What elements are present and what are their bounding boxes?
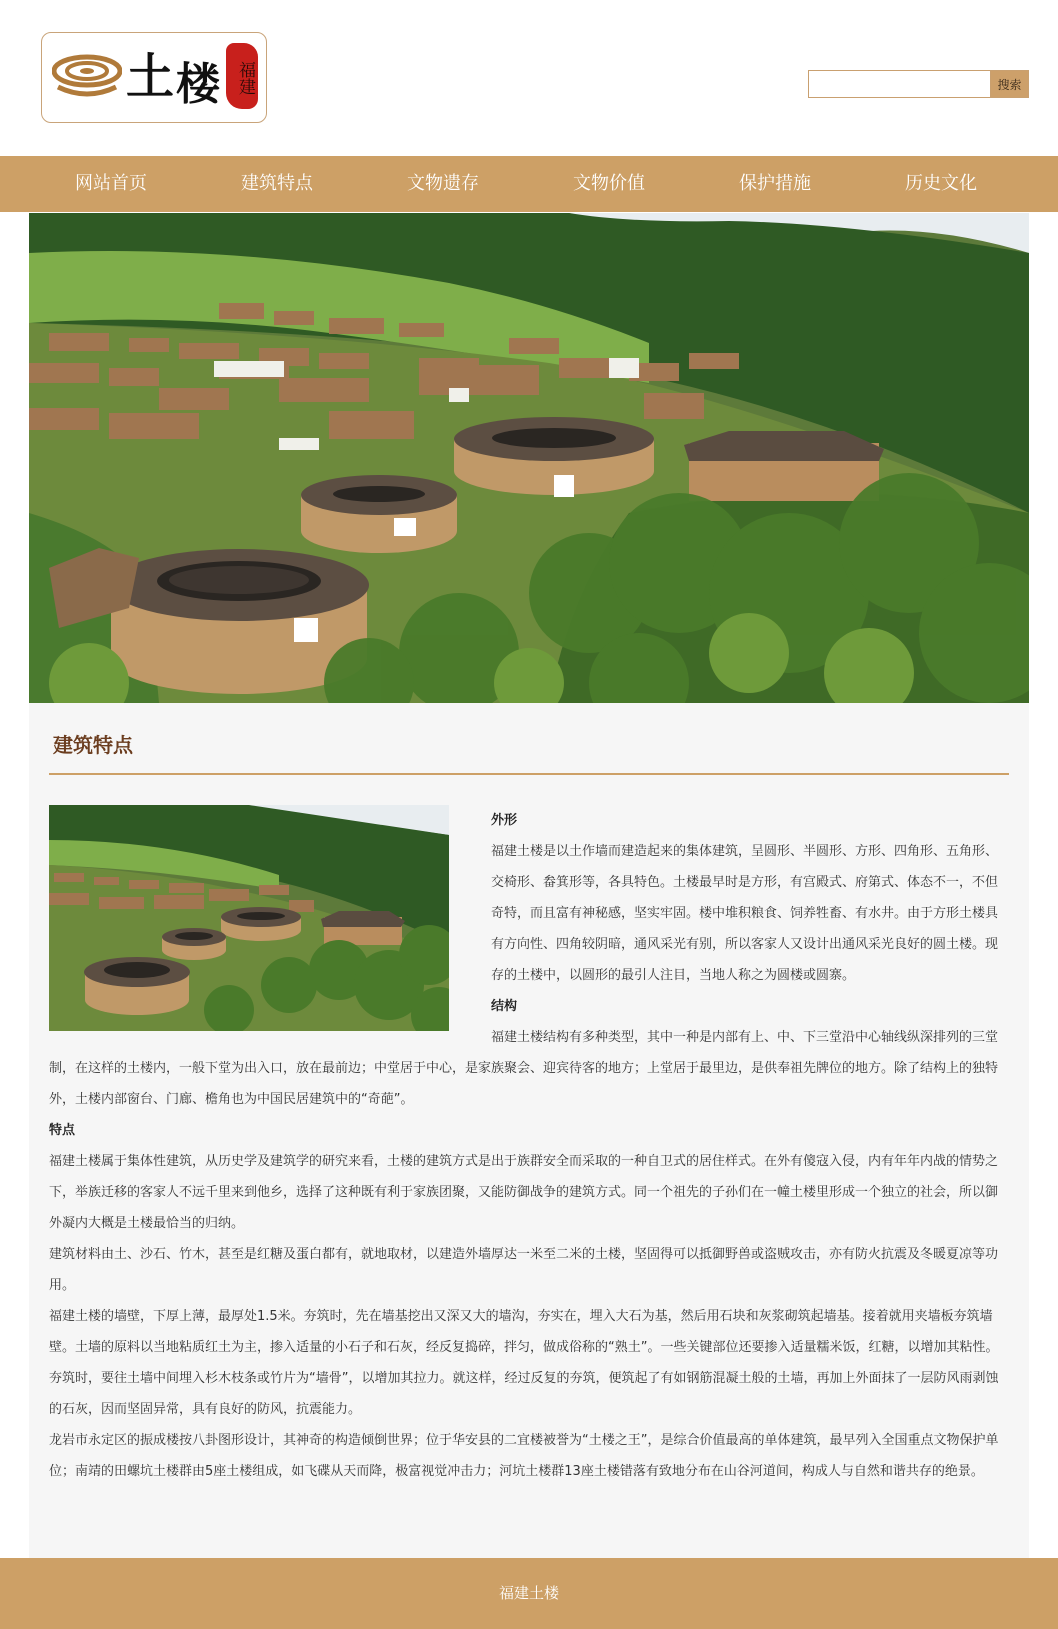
nav-item-protection[interactable]: 保护措施	[739, 173, 811, 194]
nav-item-home[interactable]: 网站首页	[75, 173, 147, 194]
section-title: 建筑特点	[53, 733, 133, 757]
logo-char-1: 土	[126, 49, 175, 105]
search-bar	[808, 70, 1029, 98]
logo-char-2: 楼	[176, 59, 220, 110]
site-logo[interactable]	[41, 32, 267, 123]
paragraph-features-2: 建筑材料由土、沙石、竹木，甚至是红糖及蛋白都有，就地取材，以建造外墙厚达一米至二米的土楼，坚固得可以抵御野兽或盗贼攻击，亦有防火抗震及冬暖夏凉等功用。	[49, 1247, 999, 1293]
nav-item-value[interactable]: 文物价值	[573, 173, 645, 194]
heading-features: 特点	[49, 1123, 76, 1138]
paragraph-features-3: 福建土楼的墙壁，下厚上薄，最厚处1.5米。夯筑时，先在墙基挖出又深又大的墙沟，夯实在，埋入大石为基，然后用石块和灰浆砌筑起墙基。接着就用夹墙板夯筑墙壁。土墙的原料以当地粘质红土为主，掺入适量的小石子和石灰，经反复捣碎，拌匀，做成俗称的“熟土”。一些关键部位还要掺入适量糯米饭，红糖，以增加其粘性。夯筑时，要往土墙中间埋入杉木枝条或竹片为“墙骨”，以增加其拉力。就这样，经过反复的夯筑，便筑起了有如钢筋混凝土般的土墙，再加上外面抹了一层防风雨剥蚀的石灰，因而坚固异常，具有良好的防风，抗震能力。	[49, 1309, 999, 1417]
main-nav	[0, 156, 1058, 212]
search-button[interactable]: 搜索	[990, 70, 1029, 98]
logo-disc-icon	[52, 51, 122, 103]
section-divider	[49, 773, 1009, 775]
article-text	[49, 805, 1009, 1487]
heading-structure: 结构	[491, 999, 518, 1014]
paragraph-shape: 福建土楼是以土作墙而建造起来的集体建筑，呈圆形、半圆形、方形、四角形、五角形、交椅形、畚箕形等，各具特色。土楼最早时是方形，有宫殿式、府第式、体态不一，不但奇特，而且富有神秘感，坚实牢固。楼中堆积粮食、饲养牲畜、有水井。由于方形土楼具有方向性、四角较阴暗，通风采光有别，所以客家人又设计出通风采光良好的圆土楼。现存的土楼中，以圆形的最引人注目，当地人称之为圆楼或圆寨。	[491, 844, 999, 983]
paragraph-features-4: 龙岩市永定区的振成楼按八卦图形设计，其神奇的构造倾倒世界；位于华安县的二宜楼被誉为“土楼之王”，是综合价值最高的单体建筑，最早列入全国重点文物保护单位；南靖的田螺坑土楼群由5座土楼组成，如飞碟从天而降，极富视觉冲击力；河坑土楼群13座土楼错落有致地分布在山谷河道间，构成人与自然和谐共存的绝景。	[49, 1433, 999, 1479]
nav-item-history[interactable]: 历史文化	[905, 173, 977, 194]
nav-item-relics[interactable]: 文物遗存	[407, 173, 479, 194]
paragraph-features-1: 福建土楼属于集体性建筑，从历史学及建筑学的研究来看，土楼的建筑方式是出于族群安全而采取的一种自卫式的居住样式。在外有傻寇入侵，内有年年内战的情势之下，举族迁移的客家人不远千里来到他乡，选择了这种既有利于家族团聚，又能防御战争的建筑方式。同一个祖先的子孙们在一幢土楼里形成一个独立的社会，所以御外凝内大概是土楼最恰当的归纳。	[49, 1154, 999, 1231]
heading-shape: 外形	[491, 813, 518, 828]
nav-item-architecture[interactable]: 建筑特点	[241, 173, 313, 194]
content-section	[29, 703, 1029, 1558]
paragraph-structure: 福建土楼结构有多种类型，其中一种是内部有上、中、下三堂沿中心轴线纵深排列的三堂制，在这样的土楼内，一般下堂为出入口，放在最前边；中堂居于中心，是家族聚会、迎宾待客的地方；上堂居于最里边，是供奉祖先牌位的地方。除了结构上的独特外，土楼内部窗台、门廊、檐角也为中国民居建筑中的“奇葩”。	[49, 1030, 999, 1107]
site-footer: 福建土楼	[0, 1558, 1058, 1629]
hero-image	[29, 213, 1029, 703]
logo-seal: 福建	[226, 43, 258, 109]
search-input[interactable]	[808, 70, 990, 98]
site-header	[0, 0, 1058, 156]
